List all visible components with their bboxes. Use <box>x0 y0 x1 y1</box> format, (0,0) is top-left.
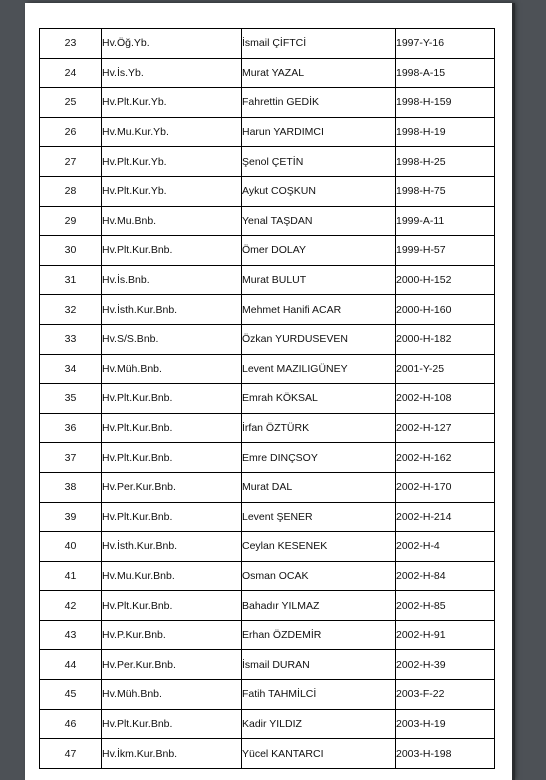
rank-cell: Hv.Mu.Kur.Bnb. <box>102 561 242 591</box>
table-row <box>40 443 495 473</box>
name-cell: Yücel KANTARCI <box>242 739 396 769</box>
registry-number-cell: 2002-H-162 <box>396 443 495 473</box>
row-number-cell: 41 <box>40 561 102 591</box>
name-cell: Mehmet Hanifi ACAR <box>242 295 396 325</box>
table-row <box>40 324 495 354</box>
table-row <box>40 295 495 325</box>
personnel-table <box>39 28 495 769</box>
table-row <box>40 88 495 118</box>
table-row <box>40 236 495 266</box>
registry-number-cell: 2003-F-22 <box>396 680 495 710</box>
row-number-cell: 40 <box>40 532 102 562</box>
row-number-cell: 27 <box>40 147 102 177</box>
rank-cell: Hv.Plt.Kur.Bnb. <box>102 413 242 443</box>
rank-cell: Hv.Plt.Kur.Yb. <box>102 147 242 177</box>
name-cell: İsmail ÇİFTCİ <box>242 29 396 59</box>
registry-number-cell: 2002-H-4 <box>396 532 495 562</box>
row-number-cell: 29 <box>40 206 102 236</box>
registry-number-cell: 1999-H-57 <box>396 236 495 266</box>
registry-number-cell: 2002-H-84 <box>396 561 495 591</box>
row-number-cell: 43 <box>40 620 102 650</box>
table-row <box>40 29 495 59</box>
row-number-cell: 44 <box>40 650 102 680</box>
name-cell: Şenol ÇETİN <box>242 147 396 177</box>
table-row <box>40 384 495 414</box>
row-number-cell: 33 <box>40 324 102 354</box>
row-number-cell: 26 <box>40 117 102 147</box>
personnel-table-body <box>40 29 495 769</box>
rank-cell: Hv.Plt.Kur.Yb. <box>102 176 242 206</box>
table-row <box>40 591 495 621</box>
table-row <box>40 117 495 147</box>
table-row <box>40 147 495 177</box>
registry-number-cell: 1998-H-159 <box>396 88 495 118</box>
name-cell: Murat BULUT <box>242 265 396 295</box>
name-cell: Fatih TAHMİLCİ <box>242 680 396 710</box>
rank-cell: Hv.Müh.Bnb. <box>102 680 242 710</box>
table-row <box>40 354 495 384</box>
rank-cell: Hv.İsth.Kur.Bnb. <box>102 532 242 562</box>
row-number-cell: 35 <box>40 384 102 414</box>
name-cell: Bahadır YILMAZ <box>242 591 396 621</box>
name-cell: Emrah KÖKSAL <box>242 384 396 414</box>
row-number-cell: 23 <box>40 29 102 59</box>
page-shadow <box>512 3 515 780</box>
registry-number-cell: 2002-H-108 <box>396 384 495 414</box>
name-cell: Levent ŞENER <box>242 502 396 532</box>
name-cell: İrfan ÖZTÜRK <box>242 413 396 443</box>
name-cell: Harun YARDIMCI <box>242 117 396 147</box>
registry-number-cell: 1998-H-25 <box>396 147 495 177</box>
name-cell: Aykut COŞKUN <box>242 176 396 206</box>
table-row <box>40 709 495 739</box>
table-row <box>40 502 495 532</box>
row-number-cell: 31 <box>40 265 102 295</box>
row-number-cell: 47 <box>40 739 102 769</box>
row-number-cell: 42 <box>40 591 102 621</box>
row-number-cell: 34 <box>40 354 102 384</box>
row-number-cell: 36 <box>40 413 102 443</box>
table-row <box>40 650 495 680</box>
name-cell: Murat YAZAL <box>242 58 396 88</box>
document-page <box>25 3 512 780</box>
rank-cell: Hv.Mu.Bnb. <box>102 206 242 236</box>
registry-number-cell: 2003-H-19 <box>396 709 495 739</box>
table-row <box>40 739 495 769</box>
registry-number-cell: 1997-Y-16 <box>396 29 495 59</box>
registry-number-cell: 2002-H-39 <box>396 650 495 680</box>
name-cell: Yenal TAŞDAN <box>242 206 396 236</box>
rank-cell: Hv.S/S.Bnb. <box>102 324 242 354</box>
name-cell: Erhan ÖZDEMİR <box>242 620 396 650</box>
registry-number-cell: 1999-A-11 <box>396 206 495 236</box>
row-number-cell: 45 <box>40 680 102 710</box>
rank-cell: Hv.Plt.Kur.Bnb. <box>102 591 242 621</box>
name-cell: Kadir YILDIZ <box>242 709 396 739</box>
rank-cell: Hv.İs.Yb. <box>102 58 242 88</box>
row-number-cell: 37 <box>40 443 102 473</box>
row-number-cell: 39 <box>40 502 102 532</box>
registry-number-cell: 2002-H-170 <box>396 472 495 502</box>
table-row <box>40 532 495 562</box>
registry-number-cell: 2003-H-198 <box>396 739 495 769</box>
name-cell: Osman OCAK <box>242 561 396 591</box>
rank-cell: Hv.Plt.Kur.Bnb. <box>102 443 242 473</box>
rank-cell: Hv.Mu.Kur.Yb. <box>102 117 242 147</box>
registry-number-cell: 2002-H-85 <box>396 591 495 621</box>
name-cell: Fahrettin GEDİK <box>242 88 396 118</box>
name-cell: Levent MAZILIGÜNEY <box>242 354 396 384</box>
rank-cell: Hv.Per.Kur.Bnb. <box>102 472 242 502</box>
registry-number-cell: 1998-A-15 <box>396 58 495 88</box>
row-number-cell: 30 <box>40 236 102 266</box>
row-number-cell: 25 <box>40 88 102 118</box>
table-row <box>40 561 495 591</box>
table-row <box>40 413 495 443</box>
registry-number-cell: 2000-H-160 <box>396 295 495 325</box>
name-cell: Murat DAL <box>242 472 396 502</box>
registry-number-cell: 2002-H-127 <box>396 413 495 443</box>
name-cell: Ceylan KESENEK <box>242 532 396 562</box>
name-cell: Ömer DOLAY <box>242 236 396 266</box>
table-row <box>40 58 495 88</box>
registry-number-cell: 1998-H-19 <box>396 117 495 147</box>
registry-number-cell: 2000-H-182 <box>396 324 495 354</box>
row-number-cell: 24 <box>40 58 102 88</box>
rank-cell: Hv.İs.Bnb. <box>102 265 242 295</box>
rank-cell: Hv.Plt.Kur.Bnb. <box>102 236 242 266</box>
registry-number-cell: 2002-H-214 <box>396 502 495 532</box>
rank-cell: Hv.Per.Kur.Bnb. <box>102 650 242 680</box>
rank-cell: Hv.Plt.Kur.Yb. <box>102 88 242 118</box>
rank-cell: Hv.İsth.Kur.Bnb. <box>102 295 242 325</box>
row-number-cell: 38 <box>40 472 102 502</box>
table-row <box>40 265 495 295</box>
rank-cell: Hv.Plt.Kur.Bnb. <box>102 709 242 739</box>
registry-number-cell: 2002-H-91 <box>396 620 495 650</box>
table-row <box>40 472 495 502</box>
registry-number-cell: 1998-H-75 <box>396 176 495 206</box>
rank-cell: Hv.Müh.Bnb. <box>102 354 242 384</box>
rank-cell: Hv.P.Kur.Bnb. <box>102 620 242 650</box>
registry-number-cell: 2000-H-152 <box>396 265 495 295</box>
row-number-cell: 46 <box>40 709 102 739</box>
table-row <box>40 620 495 650</box>
rank-cell: Hv.Plt.Kur.Bnb. <box>102 384 242 414</box>
table-row <box>40 680 495 710</box>
name-cell: Özkan YURDUSEVEN <box>242 324 396 354</box>
table-row <box>40 206 495 236</box>
rank-cell: Hv.İkm.Kur.Bnb. <box>102 739 242 769</box>
table-row <box>40 176 495 206</box>
rank-cell: Hv.Plt.Kur.Bnb. <box>102 502 242 532</box>
rank-cell: Hv.Öğ.Yb. <box>102 29 242 59</box>
name-cell: Emre DINÇSOY <box>242 443 396 473</box>
registry-number-cell: 2001-Y-25 <box>396 354 495 384</box>
row-number-cell: 28 <box>40 176 102 206</box>
row-number-cell: 32 <box>40 295 102 325</box>
name-cell: İsmail DURAN <box>242 650 396 680</box>
